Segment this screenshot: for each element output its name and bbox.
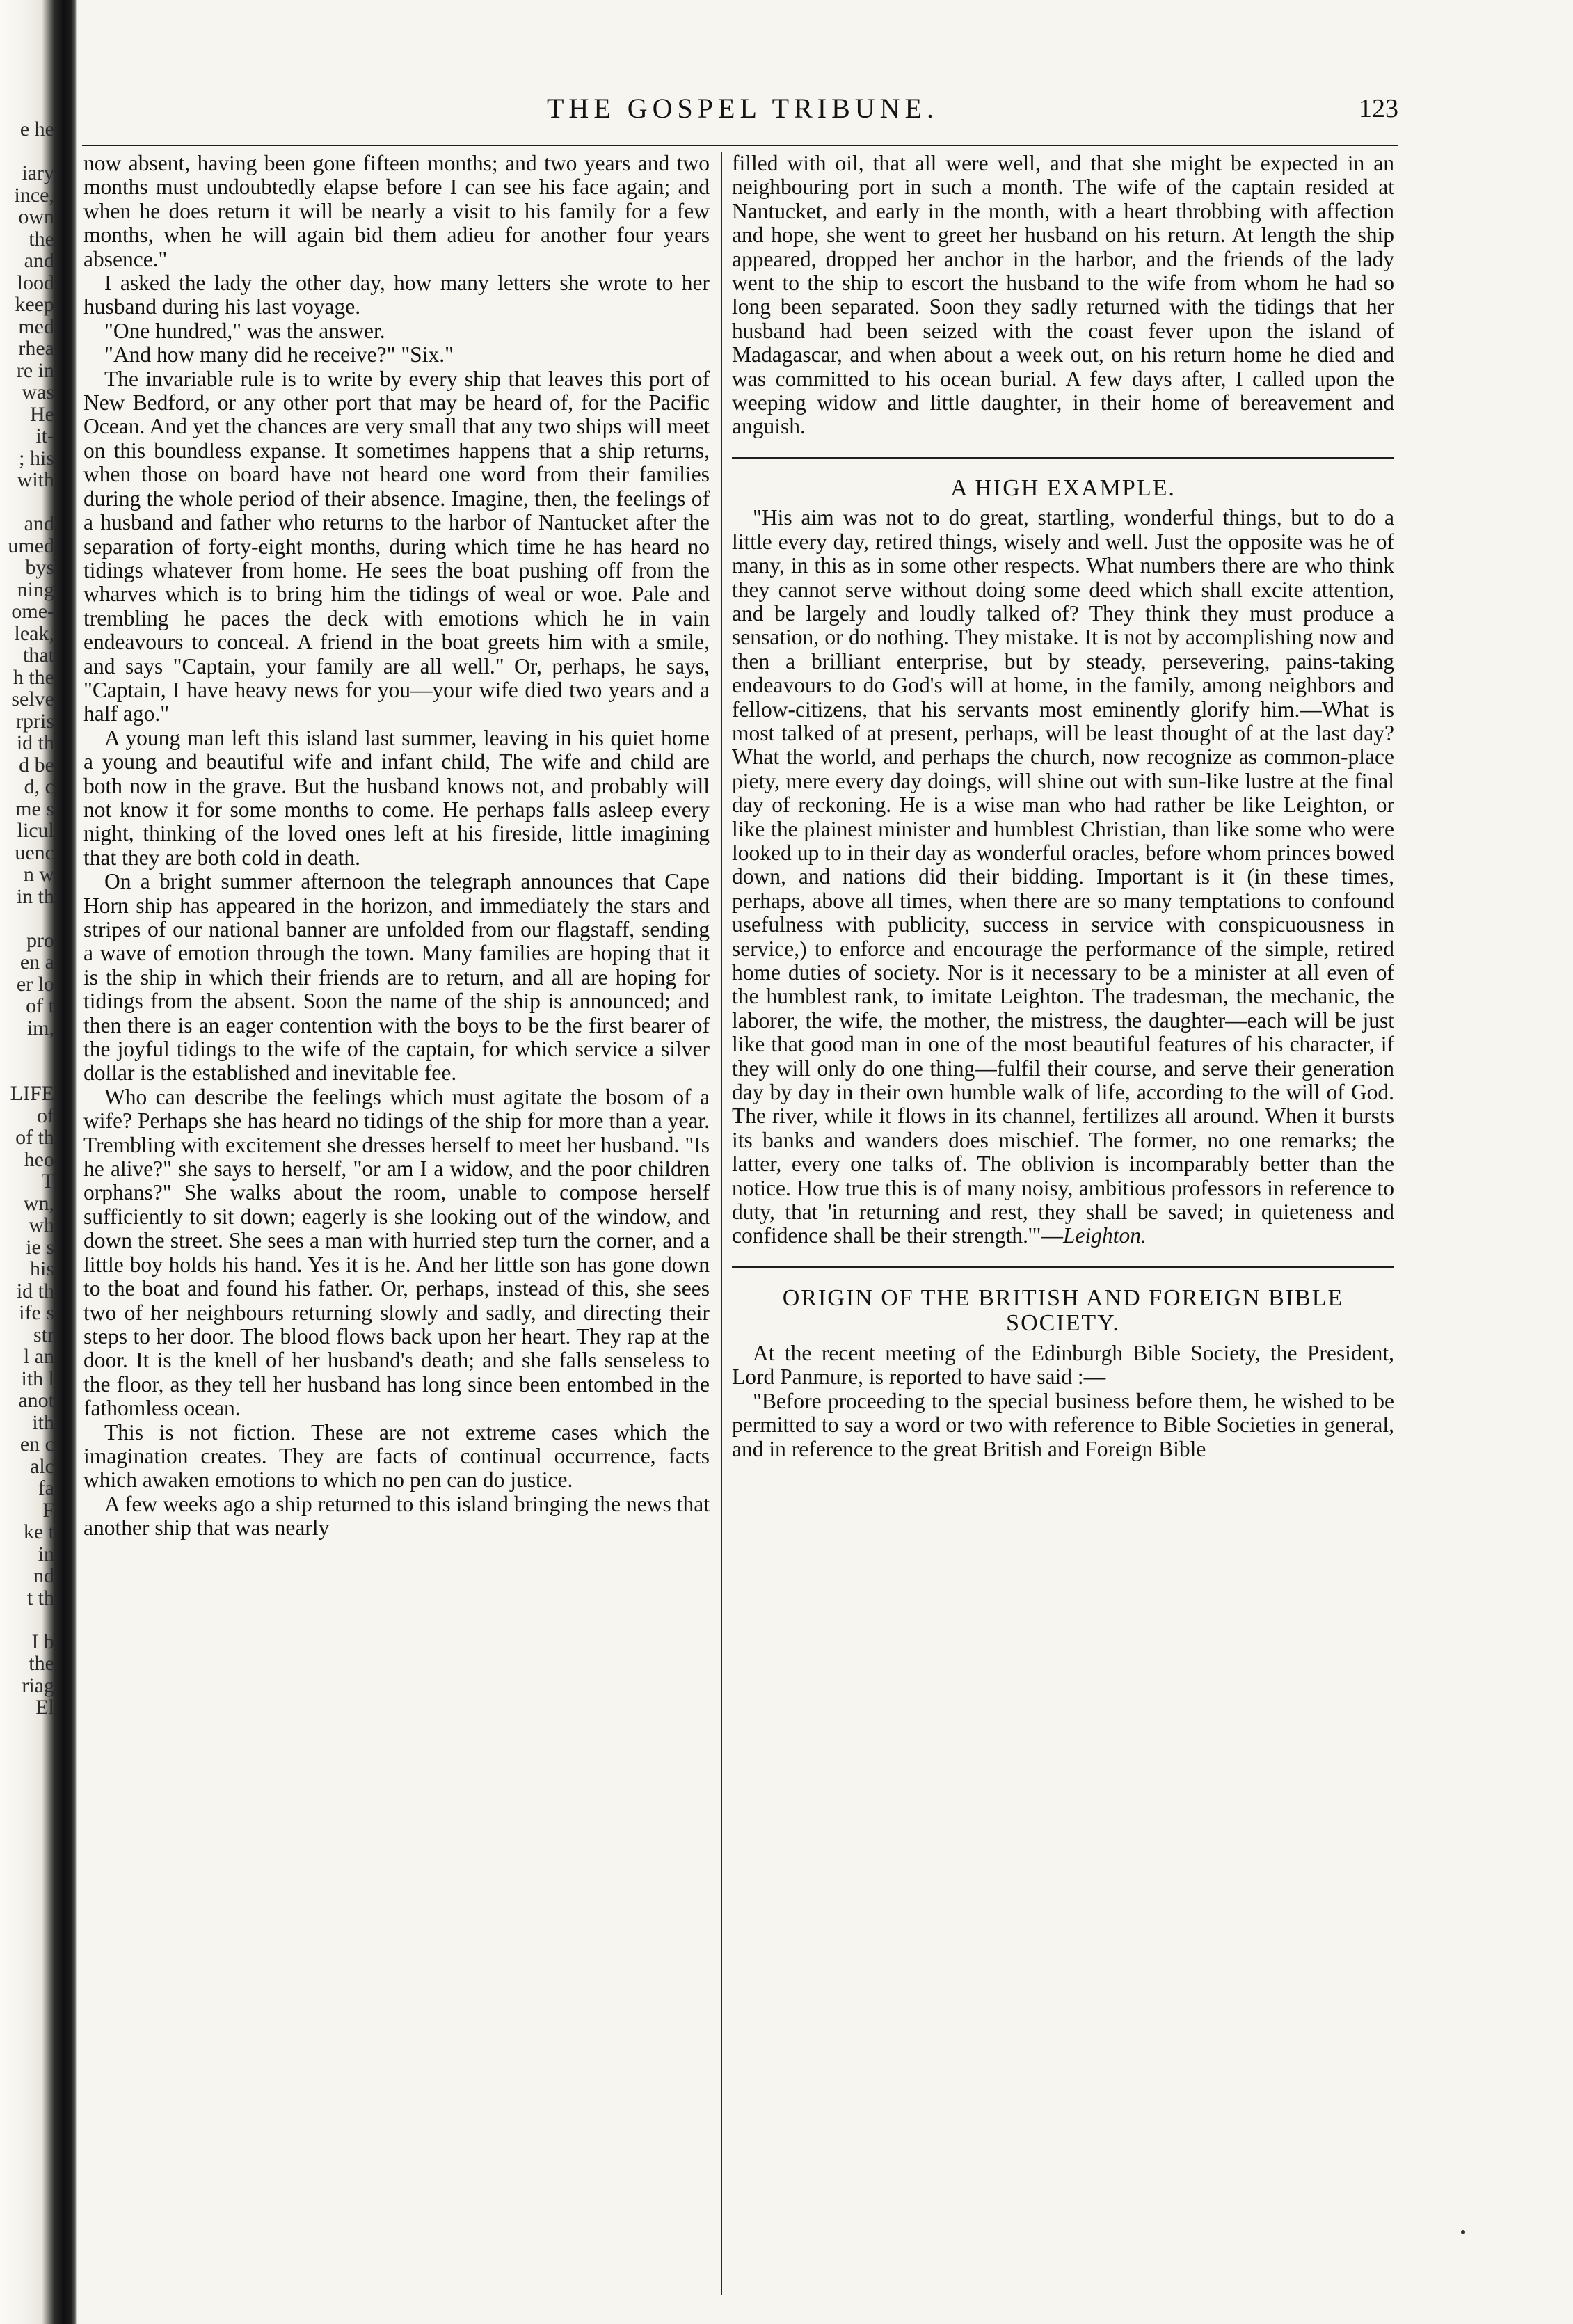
gutter-fragment: ; his bbox=[19, 446, 54, 470]
section-quote: "Before proceeding to the special business before them, he wished to be permitted to say a word or two with reference to Bible Societies in general, and in reference to the great British and Foreign Bible bbox=[732, 1388, 1394, 1461]
gutter-fragment: pro bbox=[26, 928, 54, 952]
left-column bbox=[83, 152, 722, 2295]
binding-gutter bbox=[0, 0, 77, 2324]
gutter-fragment: n w bbox=[23, 863, 54, 886]
attribution: Leighton. bbox=[1063, 1223, 1147, 1248]
gutter-fragment: T bbox=[41, 1170, 54, 1193]
gutter-fragment: in bbox=[38, 1542, 54, 1566]
gutter-fragment: uenc bbox=[15, 841, 54, 864]
gutter-fragment bbox=[1, 141, 54, 163]
gutter-fragment bbox=[1, 491, 54, 514]
gutter-fragment: ince, bbox=[14, 183, 54, 207]
gutter-fragment: his bbox=[29, 1257, 54, 1280]
gutter-fragment bbox=[1, 1609, 54, 1631]
gutter-fragment: e he bbox=[19, 118, 54, 141]
gutter-fragment: LIFE bbox=[10, 1082, 54, 1105]
paragraph: Who can describe the feelings which must agitate the bosom of a wife? Perhaps she has heard no tidings of the ship for more than a year. Trembling with excitement she dresses herself to meet her husband. "Is he alive?" she says to herself, "or am I a widow, and the poor children orphans?" She walks about the room, unable to compose herself sufficiently to sit down; eagerly is she looking out of the window, and down the street. She sees a man with hurried step turn the corner, and a little boy holds his hand. Yes it is he. And her little son has gone down to the boat and found his father. Or, perhaps, instead of this, she sees two of her neighbours returning slowly and sadly, and directing their steps to her door. The blood flows back upon her heart. They rap at the door. It is the knell of her husband's death; and she falls senseless to the floor, as they tell her husband has long since been entombed in the fathomless ocean. bbox=[83, 1084, 710, 1421]
gutter-fragment: t th bbox=[26, 1586, 54, 1609]
gutter-fragment bbox=[1, 1039, 54, 1061]
gutter-fragment: and bbox=[24, 249, 54, 272]
gutter-fragment: heo bbox=[24, 1147, 54, 1171]
paragraph: This is not fiction. These are not extreme cases which the imagination creates. They are facts of continual occurrence, facts which awaken emotions to which no pen can do justice. bbox=[83, 1419, 710, 1493]
gutter-fragment: im, bbox=[26, 1016, 54, 1040]
continuation-paragraph: filled with oil, that all were well, and that she might be expected in an neighbouring port in such a month. The wife of the captain resided at Nantucket, and early in the month, with a heart throbbing with affection and hope, she went to greet her husband on his return. At length the ship appeared, dropped her anchor in the harbor, and the friends of the lady went to the ship to escort the husband to the wife from whom he had so long been separated. Soon they sadly returned with the tidings that her husband had been seized with the coast fever upon the island of Madagascar, and when about a week out, on his return home he died and was committed to his ocean burial. A few days after, I called upon the weeping widow and little daughter, in their home of bereavement and anguish. bbox=[732, 151, 1394, 439]
section-title: ORIGIN OF THE BRITISH AND FOREIGN BIBLE SOCIETY. bbox=[782, 1284, 1344, 1336]
gutter-fragment: F bbox=[42, 1498, 54, 1522]
gutter-fragment: str bbox=[33, 1323, 54, 1346]
gutter-fragment: selve bbox=[11, 687, 54, 710]
gutter-fragment: med bbox=[18, 315, 54, 338]
gutter-fragment: l an bbox=[23, 1345, 54, 1368]
gutter-fragment: of t bbox=[26, 994, 54, 1017]
gutter-fragment: it- bbox=[35, 424, 54, 447]
gutter-fragment: wn, bbox=[23, 1191, 54, 1215]
running-title: THE GOSPEL TRIBUNE. bbox=[547, 93, 939, 124]
gutter-fragment: leak, bbox=[14, 621, 54, 645]
gutter-fragment: wh bbox=[29, 1213, 54, 1236]
gutter-fragment: umed bbox=[8, 534, 54, 557]
gutter-fragment: licul bbox=[17, 819, 54, 842]
gutter-fragment: and bbox=[24, 512, 54, 535]
gutter-fragment: own bbox=[18, 205, 54, 228]
gutter-fragment: me s bbox=[15, 797, 54, 820]
gutter-fragment: ke t bbox=[23, 1520, 54, 1543]
header-rule bbox=[82, 145, 1398, 146]
gutter-fragment bbox=[1, 907, 54, 930]
gutter-fragment: re in bbox=[16, 358, 54, 382]
gutter-fragment: riag bbox=[22, 1673, 54, 1697]
gutter-fragment: ome- bbox=[11, 600, 54, 623]
section-title: A HIGH EXAMPLE. bbox=[950, 475, 1176, 501]
gutter-fragment: d, c bbox=[24, 775, 54, 798]
gutter-fragment: that bbox=[23, 644, 54, 667]
gutter-fragment: bys bbox=[25, 556, 54, 579]
page-header bbox=[87, 89, 1398, 131]
page-number: 123 bbox=[1359, 94, 1398, 123]
paragraph: "One hundred," was the answer. bbox=[104, 318, 385, 343]
gutter-fragment: id th bbox=[16, 731, 54, 754]
gutter-fragment: en c bbox=[19, 1433, 54, 1456]
gutter-fragment: en a bbox=[19, 950, 54, 973]
gutter-fragment: ning bbox=[17, 578, 54, 601]
gutter-fragment: alc bbox=[30, 1454, 54, 1478]
right-column bbox=[732, 152, 1394, 2295]
paragraph: I asked the lady the other day, how many letters she wrote to her husband during his last voyage. bbox=[83, 271, 710, 319]
gutter-fragment: El bbox=[35, 1696, 54, 1719]
gutter-fragment: rhea bbox=[18, 337, 54, 360]
gutter-fragment: the bbox=[29, 227, 54, 250]
gutter-fragment: I b bbox=[31, 1630, 54, 1653]
section-body bbox=[732, 506, 1394, 1248]
section-body-text: "His aim was not to do great, startling, wonderful things, but to do a little every day, retired things, wisely and well. Just the opposite was he of many, in this as in some other respects. What numbers there are who think they cannot serve without doing some deed which shall excite attention, and be largely and loudly talked of? They think they must produce a sensation, or do nothing. They mistake. It is not by accomplishing now and then a brilliant enterprise, but by steady, persevering, pains-taking endeavours to do God's will at home, in the family, among neighbors and fellow-citizens, that his servants most eminently glorify him.—What is most talked of at present, perhaps, will be least thought of at the last day? What the world, and perhaps the church, now recognize as common-place piety, mere every day doings, will shine out with sun-like lustre at the final day of reckoning. He is a wise man who had rather be like Leighton, or like the plainest minister and humblest Christian, than like some who were looked up to in their day as wonderful oracles, before whom princes bowed down, and nations did their bidding. Important is it (in these times, perhaps, above all times, when there are so many temptations to confound usefulness with publicity, success in service with conspicuousness in service,) to enforce and encourage the performance of the simple, retired home duties of society. Nor is it necessary to be a minister at all even of the humblest rank, to imitate Leighton. The tradesman, the mechanic, the laborer, the wife, the mother, the mistress, the daughter—each will be just like that good man in one of the most beautiful features of his character, if they will only do one thing—fulfil their course, and serve their generation day by day in their own humble walk of life, according to the will of God. The river, while it flows in its channel, fertilizes all around. When it bursts its banks and wanders does mischief. The former, no one remarks; the latter, every one talks of. The oblivion is incomparably better than the notice. How true this is of many noisy, ambitious professors in reference to duty, that 'in returning and rest, they shall be saved; in quieteness and confidence shall be their strength.'"— bbox=[732, 505, 1394, 1248]
paragraph: now absent, having been gone fifteen months; and two years and two months must undoubtedly elapse before I can see his face again; and when he does return it will be nearly a visit to his family for a few months, when he will again bid them adieu for another four years absence." bbox=[83, 151, 710, 271]
gutter-fragment: ife s bbox=[19, 1301, 54, 1324]
paragraph: A few weeks ago a ship returned to this island bringing the news that another ship that was nearly bbox=[83, 1491, 710, 1541]
adjacent-page-fragments bbox=[1, 118, 54, 1719]
gutter-fragment: He bbox=[30, 402, 54, 426]
gutter-fragment: with bbox=[17, 468, 54, 491]
gutter-fragment: rpris bbox=[16, 709, 54, 733]
gutter-fragment: anot bbox=[18, 1389, 54, 1412]
gutter-fragment: of th bbox=[15, 1126, 54, 1149]
gutter-fragment: the bbox=[29, 1652, 54, 1675]
paragraph: On a bright summer afternoon the telegraph announces that Cape Horn ship has appeared in the horizon, and immediately the stars and stripes of our national banner are unfolded from our flagstaff, sending a wave of emotion through the town. Many families are hoping that it is the ship in which their friends are to return, and all are hoping for tidings from the absent. Soon the name of the ship is announced; and then there is an eager contention with the boys to be the first bearer of the joyful tidings to the wife of the captain, for which service a silver dollar is the established and inevitable fee. bbox=[83, 869, 710, 1085]
section-divider bbox=[732, 1266, 1394, 1268]
ink-speck bbox=[1461, 2230, 1465, 2234]
gutter-fragment: was bbox=[22, 381, 54, 404]
gutter-fragment: nd bbox=[33, 1564, 54, 1587]
gutter-fragment: er lo bbox=[16, 972, 54, 996]
gutter-fragment: ith l bbox=[21, 1367, 54, 1390]
gutter-fragment: h the bbox=[13, 665, 54, 689]
gutter-fragment: in th bbox=[16, 884, 54, 908]
gutter-fragment: of bbox=[37, 1104, 54, 1127]
paragraph: A young man left this island last summer, leaving in his quiet home a young and beautiful wife and infant child, The wife and child are both now in the grave. But the husband knows not, and probably will not know it for some months to come. He perhaps falls asleep every night, thinking of the loved ones left at his fireside, little imagining that they are both cold in death. bbox=[83, 725, 710, 870]
paragraph: The invariable rule is to write by every ship that leaves this port of New Bedford, or any other port that may be heard of, for the Pacific Ocean. And yet the chances are very small that any two ships will meet on this boundless expanse. It sometimes happens that a ship returns, when those on board have not heard one word from their families during the whole period of their absence. Imagine, then, the feelings of a husband and father who returns to the harbor of Nantucket after the separation of forty-eight months, during which time he has heard no tidings whatever from home. He sees the boat pushing off from the wharves which is to bring him the tidings of weal or woe. Pale and trembling he paces the deck with emotions which he in vain endeavours to conceal. A friend in the boat greets him with a smile, and says "Captain, your family are all well." Or, perhaps, he says, "Captain, I have heavy news for you—your wife died two years and a half ago." bbox=[83, 366, 710, 726]
gutter-fragment: id th bbox=[16, 1279, 54, 1303]
gutter-fragment: ith bbox=[32, 1410, 54, 1434]
gutter-fragment: keep bbox=[15, 293, 54, 316]
gutter-fragment bbox=[1, 1061, 54, 1083]
gutter-fragment: iary bbox=[22, 161, 54, 184]
gutter-fragment: fa bbox=[38, 1477, 54, 1499]
gutter-fragment: ie s bbox=[26, 1235, 54, 1259]
paragraph: "And how many did he receive?" "Six." bbox=[104, 342, 454, 367]
section-divider bbox=[732, 457, 1394, 459]
gutter-fragment: lood bbox=[17, 271, 54, 294]
gutter-fragment: d be bbox=[19, 753, 54, 777]
section-intro: At the recent meeting of the Edinburgh Bible Society, the President, Lord Panmure, is reported to have said :— bbox=[732, 1340, 1394, 1390]
